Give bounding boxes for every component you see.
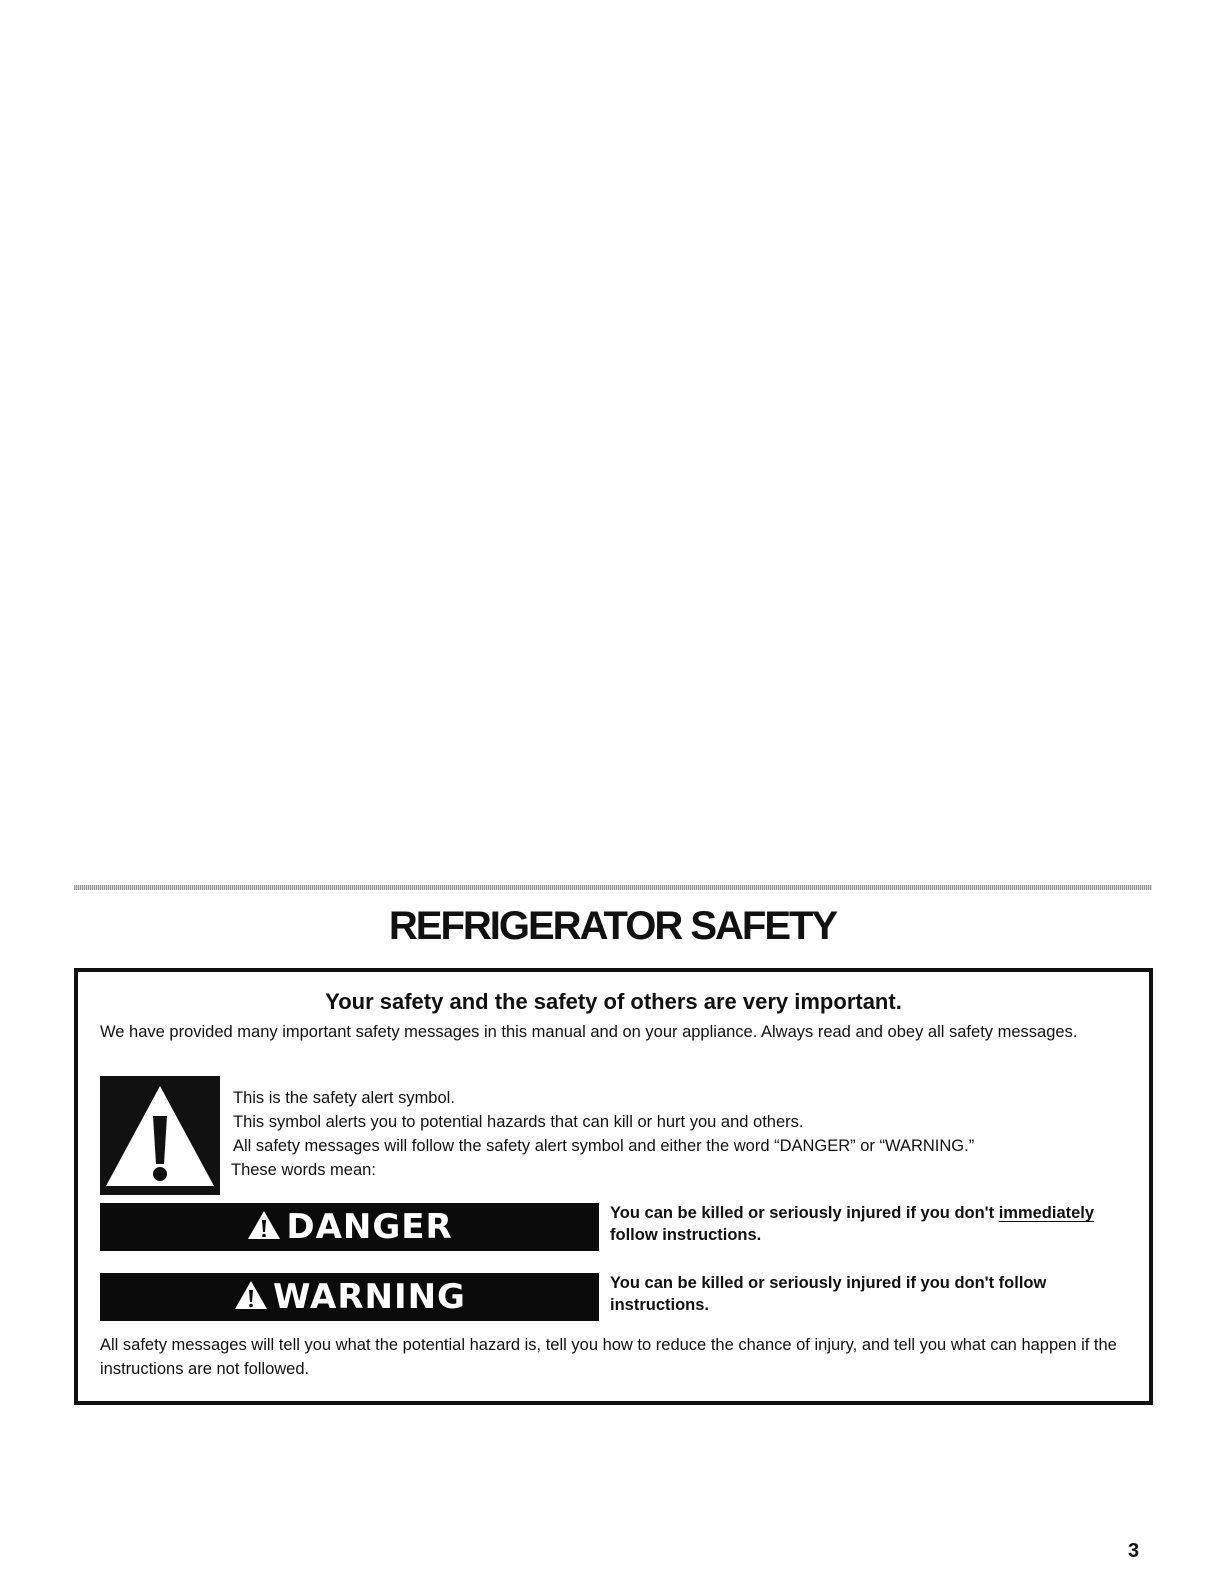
alert-line: All safety messages will follow the safety alert symbol and either the word “DANGER” or “WARNING.”	[233, 1137, 975, 1155]
warning-triangle-icon	[100, 1076, 220, 1195]
section-title: REFRIGERATOR SAFETY	[388, 904, 837, 948]
alert-line: This symbol alerts you to potential hazards that can kill or hurt you and others.	[233, 1113, 804, 1131]
warning-meaning: You can be killed or seriously injured if you don't follow instructions.	[610, 1274, 1047, 1314]
safety-intro-text: We have provided many important safety messages in this manual and on your appliance. Always read and obey all safety messages.	[100, 1023, 1078, 1041]
page-number: 3	[1128, 1540, 1140, 1562]
safety-footer-text: All safety messages will tell you what the potential hazard is, tell you how to reduce the chance of injury, and tell you what can happen if the instructions are not followed.	[100, 1336, 1117, 1378]
danger-label: DANGER	[286, 1207, 453, 1247]
danger-meaning-text: You can be killed or seriously injured if you don't	[610, 1204, 999, 1222]
safety-alert-symbol	[100, 1076, 220, 1195]
warning-triangle-icon	[246, 1209, 282, 1241]
warning-triangle-icon	[233, 1279, 269, 1311]
warning-label: WARNING	[273, 1277, 466, 1317]
alert-line: This is the safety alert symbol.	[233, 1089, 455, 1107]
danger-meaning-text-end: follow instructions.	[610, 1226, 762, 1244]
danger-meaning	[610, 1202, 1140, 1246]
section-divider	[74, 885, 1152, 890]
safety-alert-explanation	[233, 1086, 1133, 1182]
alert-line: These words mean:	[231, 1161, 376, 1179]
danger-meaning-emphasis: immediately	[998, 1204, 1095, 1222]
safety-box	[74, 968, 1153, 1405]
safety-box-heading: Your safety and the safety of others are very important.	[325, 989, 902, 1014]
warning-banner	[100, 1273, 599, 1321]
danger-banner	[100, 1203, 599, 1251]
